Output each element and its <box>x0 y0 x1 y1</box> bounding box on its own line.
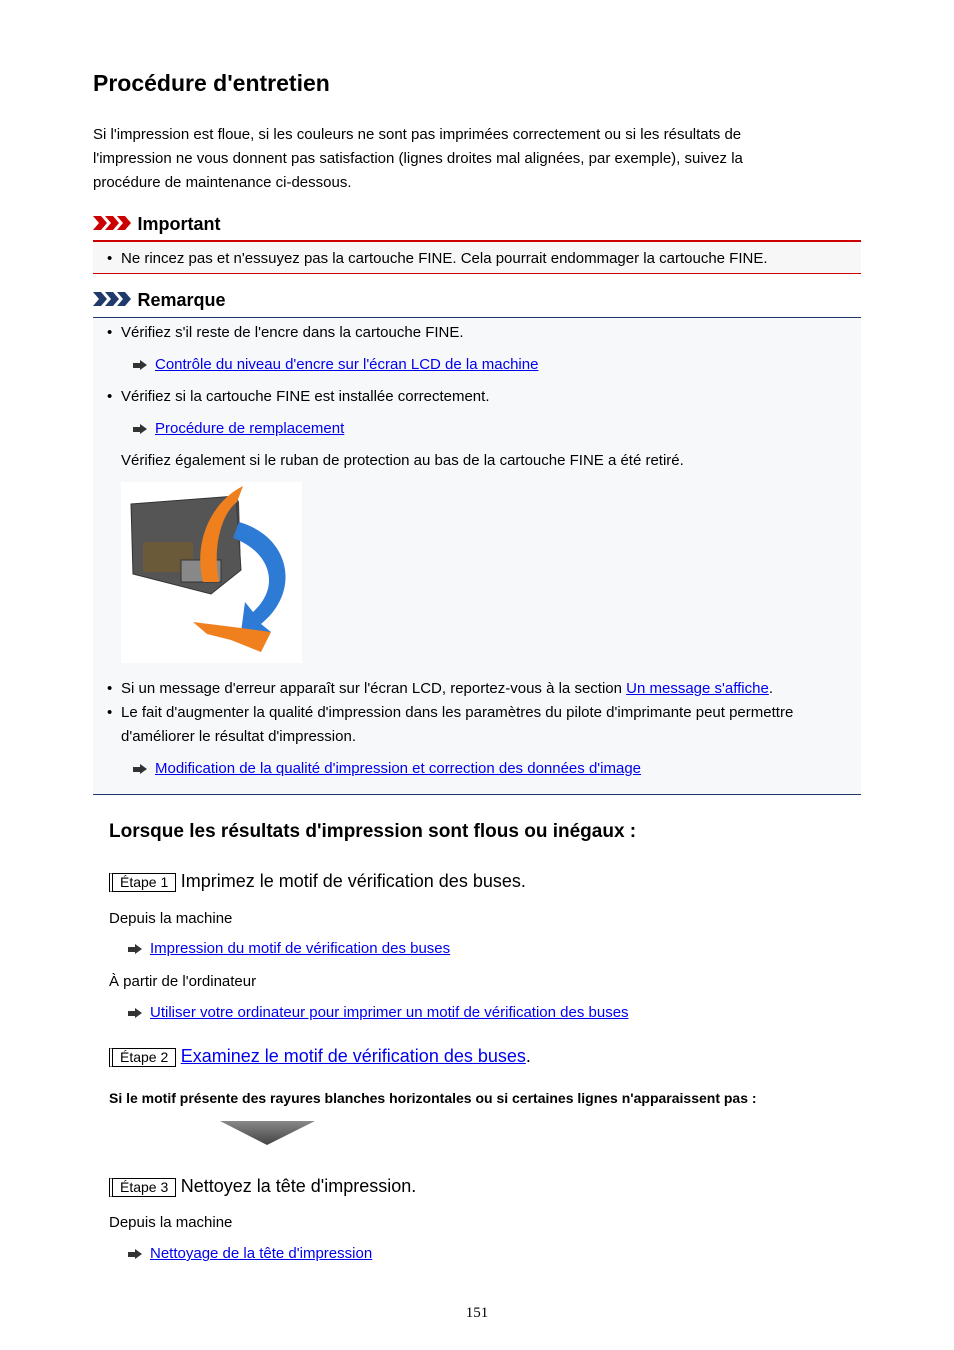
page-title: Procédure d'entretien <box>93 70 330 96</box>
remarque-banner <box>93 290 225 312</box>
link-row <box>133 757 641 781</box>
list-item: • Le fait d'augmenter la qualité d'impression dans les paramètres du pilote d'imprimante peut permettre d'améliorer le résultat d'impression. <box>107 704 794 745</box>
important-chevrons-icon <box>93 214 133 232</box>
link-print-quality[interactable]: Modification de la qualité d'impression et correction des données d'image <box>155 760 642 777</box>
link-row <box>128 1245 372 1262</box>
page-number: 151 <box>465 1305 489 1321</box>
step-badge: Étape 3 <box>109 1178 176 1197</box>
down-arrow-icon <box>220 1119 315 1147</box>
link-nozzle-check-machine[interactable]: Impression du motif de vérification des buses <box>150 940 451 957</box>
section-title: Lorsque les résultats d'impression sont flous ou inégaux : <box>109 821 637 842</box>
important-box <box>93 240 861 274</box>
step-badge: Étape 1 <box>109 873 176 892</box>
step-2-condition: Si le motif présente des rayures blanches horizontales ou si certaines lignes n'apparaissent pas : <box>109 1090 757 1106</box>
remarque-box <box>93 317 861 795</box>
step-3-header <box>109 1176 416 1197</box>
step-title: Nettoyez la tête d'impression. <box>180 1176 417 1196</box>
arrow-right-icon <box>128 1249 142 1260</box>
intro-paragraph: Si l'impression est floue, si les couleurs ne sont pas imprimées correctement ou si les résultats de l'impression ne vous donnent pas satisfaction (lignes droites mal alignées, par exemple), suivez la procédure de maintenance ci-dessous. <box>93 126 743 191</box>
important-banner <box>93 214 220 236</box>
remarque-chevrons-icon <box>93 290 133 308</box>
cartridge-tape-illustration <box>121 482 302 663</box>
link-row <box>128 940 450 957</box>
link-error-message[interactable]: Un message s'affiche <box>626 680 769 697</box>
remarque-label: Remarque <box>137 290 226 310</box>
link-row <box>128 1004 629 1021</box>
arrow-right-icon <box>133 360 147 371</box>
link-nozzle-check-computer[interactable]: Utiliser votre ordinateur pour imprimer un motif de vérification des buses <box>150 1004 629 1021</box>
step-badge: Étape 2 <box>109 1048 176 1067</box>
list-item: • Vérifiez si la cartouche FINE est installée correctement. <box>107 388 490 405</box>
from-computer-label: À partir de l'ordinateur <box>109 973 257 990</box>
important-label: Important <box>137 214 221 234</box>
note-text: Vérifiez également si le ruban de protection au bas de la cartouche FINE a été retiré. <box>121 452 684 469</box>
arrow-right-icon <box>128 944 142 955</box>
step-1-header <box>109 871 526 892</box>
list-item: • Ne rincez pas et n'essuyez pas la cartouche FINE. Cela pourrait endommager la cartouche FINE. <box>107 250 768 267</box>
from-machine-label: Depuis la machine <box>109 910 233 927</box>
important-item: Ne rincez pas et n'essuyez pas la cartouche FINE. Cela pourrait endommager la cartouche FINE. <box>121 250 768 267</box>
link-row <box>133 353 538 377</box>
link-examine-nozzle[interactable]: Examinez le motif de vérification des buses <box>180 1046 526 1066</box>
arrow-right-icon <box>133 424 147 435</box>
from-machine-label: Depuis la machine <box>109 1214 233 1231</box>
step-title: Imprimez le motif de vérification des buses. <box>180 871 526 891</box>
link-row <box>133 417 344 441</box>
arrow-right-icon <box>133 764 147 775</box>
link-ink-level[interactable]: Contrôle du niveau d'encre sur l'écran LCD de la machine <box>155 356 539 373</box>
step-2-header: Étape 2 Examinez le motif de vérification des buses. <box>109 1046 531 1067</box>
link-replacement[interactable]: Procédure de remplacement <box>155 420 345 437</box>
link-head-cleaning[interactable]: Nettoyage de la tête d'impression <box>150 1245 373 1262</box>
list-item: • Vérifiez s'il reste de l'encre dans la cartouche FINE. <box>107 324 464 341</box>
arrow-right-icon <box>128 1008 142 1019</box>
list-item: • Si un message d'erreur apparaît sur l'écran LCD, reportez-vous à la section Un message s'affiche. <box>107 680 773 697</box>
